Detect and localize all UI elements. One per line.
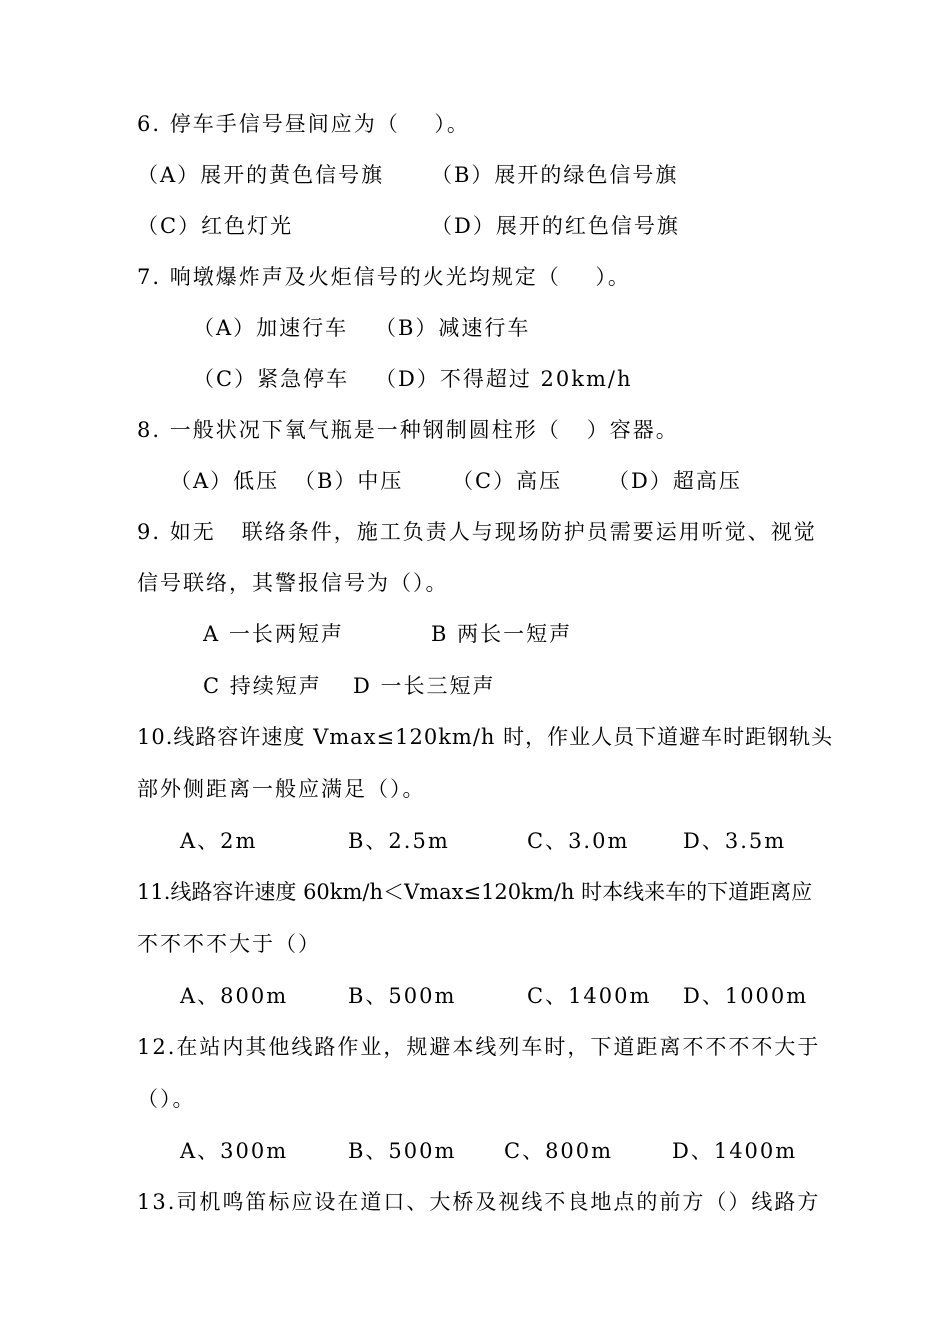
q9-option-a: A 一长两短声 [203, 622, 344, 646]
q11-stem-line1: 11.线路容许速度 60km/h＜Vmax≤120km/h 时本线来车的下道距离应 [137, 880, 813, 904]
q7-option-c: （C）紧急停车 [193, 367, 350, 391]
q8-option-d: （D）超高压 [608, 469, 742, 493]
q13-stem-line1: 13.司机鸣笛标应设在道口、大桥及视线不良地点的前方（）线路方 [137, 1190, 821, 1214]
q9-stem-line1: 9. 如无 联络条件，施工负责人与现场防护员需要运用听觉、视觉 [137, 520, 817, 544]
q12-stem-line2: （）。 [137, 1087, 196, 1111]
q11-stem-line2: 不不不不大于（） [137, 932, 321, 956]
q6-option-a: （A）展开的黄色信号旗 [137, 163, 385, 187]
q10-option-b: B、2.5m [348, 829, 450, 853]
q9-option-b: B 两长一短声 [431, 622, 573, 646]
q8-option-c: （C）高压 [452, 469, 563, 493]
q10-stem-line1: 10.线路容许速度 Vmax≤120km/h 时，作业人员下道避车时距钢轨头 [137, 725, 834, 749]
q10-option-a: A、2m [180, 829, 258, 853]
q8-stem: 8. 一般状况下氧气瓶是一种钢制圆柱形（ ）容器。 [137, 418, 679, 442]
q11-option-c: C、1400m [527, 984, 652, 1008]
q9-stem-line2: 信号联络，其警报信号为（）。 [137, 571, 449, 595]
q10-option-c: C、3.0m [527, 829, 630, 853]
q7-option-a: （A）加速行车 [193, 316, 349, 340]
q11-option-a: A、800m [180, 984, 289, 1008]
q7-option-d: （D）不得超过 20km/h [375, 367, 633, 391]
q7-option-b: （B）减速行车 [375, 316, 531, 340]
q9-option-d: D 一长三短声 [353, 674, 496, 698]
q7-stem: 7. 响墩爆炸声及火炬信号的火光均规定（ ）。 [137, 265, 631, 289]
q12-stem-line1: 12.在站内其他线路作业，规避本线列车时，下道距离不不不不大于 [137, 1035, 821, 1059]
q6-option-c: （C）红色灯光 [137, 214, 294, 238]
q6-option-d: （D）展开的红色信号旗 [431, 214, 680, 238]
q11-option-b: B、500m [348, 984, 457, 1008]
q12-option-d: D、1400m [672, 1139, 798, 1163]
q12-option-b: B、500m [348, 1139, 457, 1163]
q11-option-d: D、1000m [683, 984, 809, 1008]
q6-option-b: （B）展开的绿色信号旗 [431, 163, 679, 187]
q8-option-b: （B）中压 [294, 469, 404, 493]
q12-option-c: C、800m [504, 1139, 614, 1163]
q12-option-a: A、300m [180, 1139, 289, 1163]
q8-option-a: （A）低压 [170, 469, 280, 493]
q6-stem: 6. 停车手信号昼间应为（ ）。 [137, 112, 470, 136]
q9-option-c: C 持续短声 [203, 674, 322, 698]
q10-option-d: D、3.5m [683, 829, 787, 853]
q10-stem-line2: 部外侧距离一般应满足（）。 [137, 777, 426, 801]
